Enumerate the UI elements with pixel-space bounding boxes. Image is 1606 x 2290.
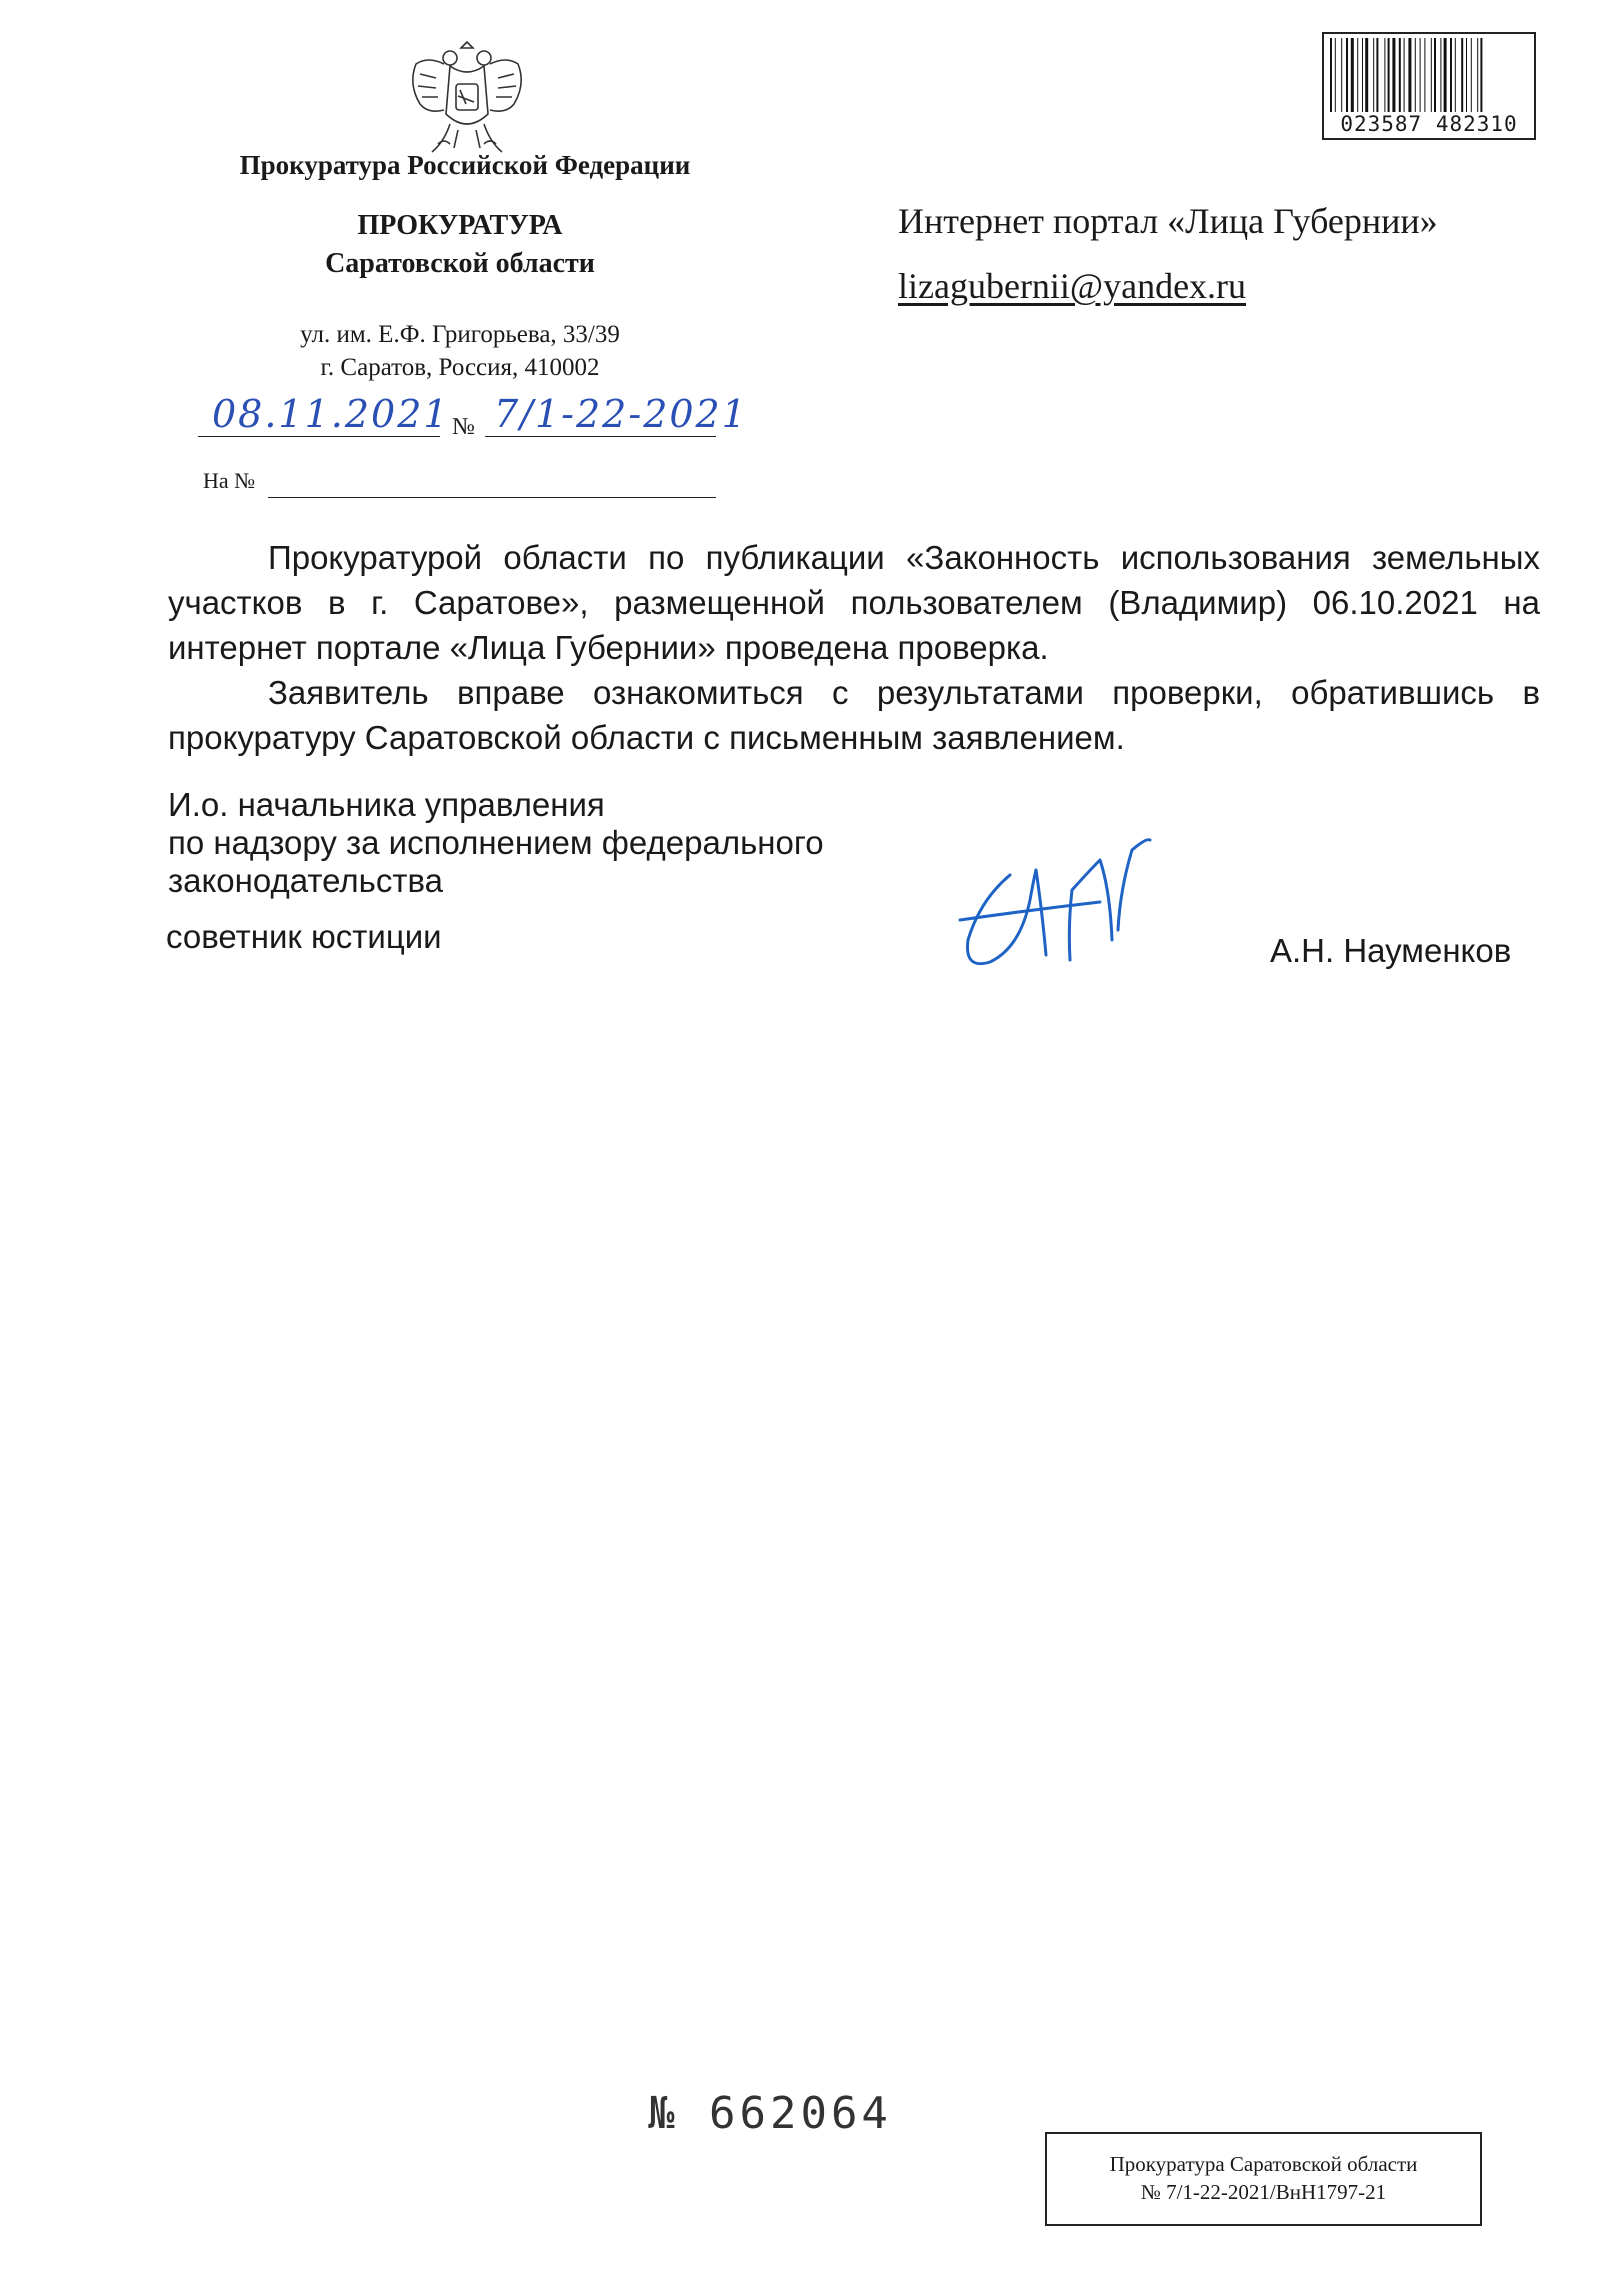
body-paragraph-2: Заявитель вправе ознакомиться с результатами проверки, обратившись в прокуратуру Саратовской области с письменным заявлением. — [168, 674, 1540, 756]
barcode-bar — [1461, 38, 1463, 112]
barcode-bar — [1351, 38, 1354, 112]
letter-body — [168, 535, 1540, 760]
double-headed-eagle-emblem-icon — [398, 34, 536, 164]
barcode-bar — [1404, 38, 1405, 112]
date-underline — [198, 436, 440, 437]
number-underline — [485, 436, 716, 437]
barcode-bar — [1330, 38, 1332, 112]
barcode-bar — [1440, 38, 1441, 112]
registration-stamp — [1045, 2132, 1482, 2226]
address-line1: ул. им. Е.Ф. Григорьева, 33/39 — [300, 321, 620, 348]
address-line2: г. Саратов, Россия, 410002 — [320, 354, 600, 381]
barcode-digits: 023587 482310 — [1340, 112, 1518, 136]
barcode-bar — [1455, 38, 1456, 112]
barcode-bar — [1420, 38, 1421, 112]
barcode-bar — [1424, 38, 1425, 112]
handwritten-number: 7/1-22-2021 — [494, 392, 748, 436]
barcode-bar — [1466, 38, 1467, 112]
barcode-bar — [1450, 38, 1452, 112]
signatory-name: А.Н. Науменков — [1270, 932, 1512, 969]
barcode-bar — [1365, 38, 1368, 112]
barcode-bar — [1346, 38, 1348, 112]
handwritten-signature-icon — [950, 830, 1190, 980]
recipient-email: lizagubernii@yandex.ru — [898, 266, 1247, 306]
barcode-bar — [1399, 38, 1401, 112]
barcode-icon — [1330, 38, 1526, 112]
stamp-line1: Прокуратура Саратовской области — [1109, 2152, 1418, 2176]
barcode-bar — [1444, 38, 1447, 112]
barcode-bar — [1434, 38, 1436, 112]
barcode-bar — [1357, 38, 1358, 112]
signatory-rank: советник юстиции — [166, 918, 442, 955]
barcode-bar — [1335, 38, 1336, 112]
form-number: № 662064 — [648, 2088, 892, 2139]
org-federal-name: Прокуратура Российской Федерации — [239, 150, 691, 180]
barcode-bar — [1392, 38, 1395, 112]
barcode-bar — [1362, 38, 1363, 112]
signatory-title-line3: законодательства — [168, 862, 443, 899]
barcode-bar — [1388, 38, 1390, 112]
barcode-bar — [1480, 38, 1482, 112]
number-label: № — [452, 414, 475, 440]
barcode — [1322, 32, 1536, 140]
reference-label: На № — [203, 468, 256, 493]
signatory-title-line1: И.о. начальника управления — [168, 786, 605, 823]
org-name — [160, 207, 760, 283]
handwritten-date: 08.11.2021 — [212, 392, 450, 436]
stamp-line2: № 7/1-22-2021/ВнН1797-21 — [1140, 2180, 1387, 2204]
body-paragraph-1: Прокуратурой области по публикации «Законность использования земельных участков в г. Саратове», размещенной пользователем (Владимир) 06.10.2021 на интернет портале «Лица Губернии» проведена проверка. — [168, 539, 1540, 666]
barcode-bar — [1471, 38, 1472, 112]
barcode-bar — [1431, 38, 1432, 112]
barcode-bar — [1384, 38, 1385, 112]
barcode-bar — [1376, 38, 1378, 112]
org-address — [160, 318, 760, 384]
signatory-title-line2: по надзору за исполнением федерального — [168, 824, 824, 861]
barcode-bar — [1408, 38, 1411, 112]
barcode-bar — [1477, 38, 1478, 112]
signatory-title — [168, 786, 824, 900]
org-name-line2: Саратовской области — [325, 248, 595, 279]
org-name-line1: ПРОКУРАТУРА — [357, 210, 563, 241]
reference-underline — [268, 497, 716, 498]
barcode-bar — [1341, 38, 1342, 112]
barcode-bar — [1415, 38, 1416, 112]
recipient: Интернет портал «Лица Губернии» — [898, 201, 1438, 241]
barcode-bar — [1373, 38, 1374, 112]
